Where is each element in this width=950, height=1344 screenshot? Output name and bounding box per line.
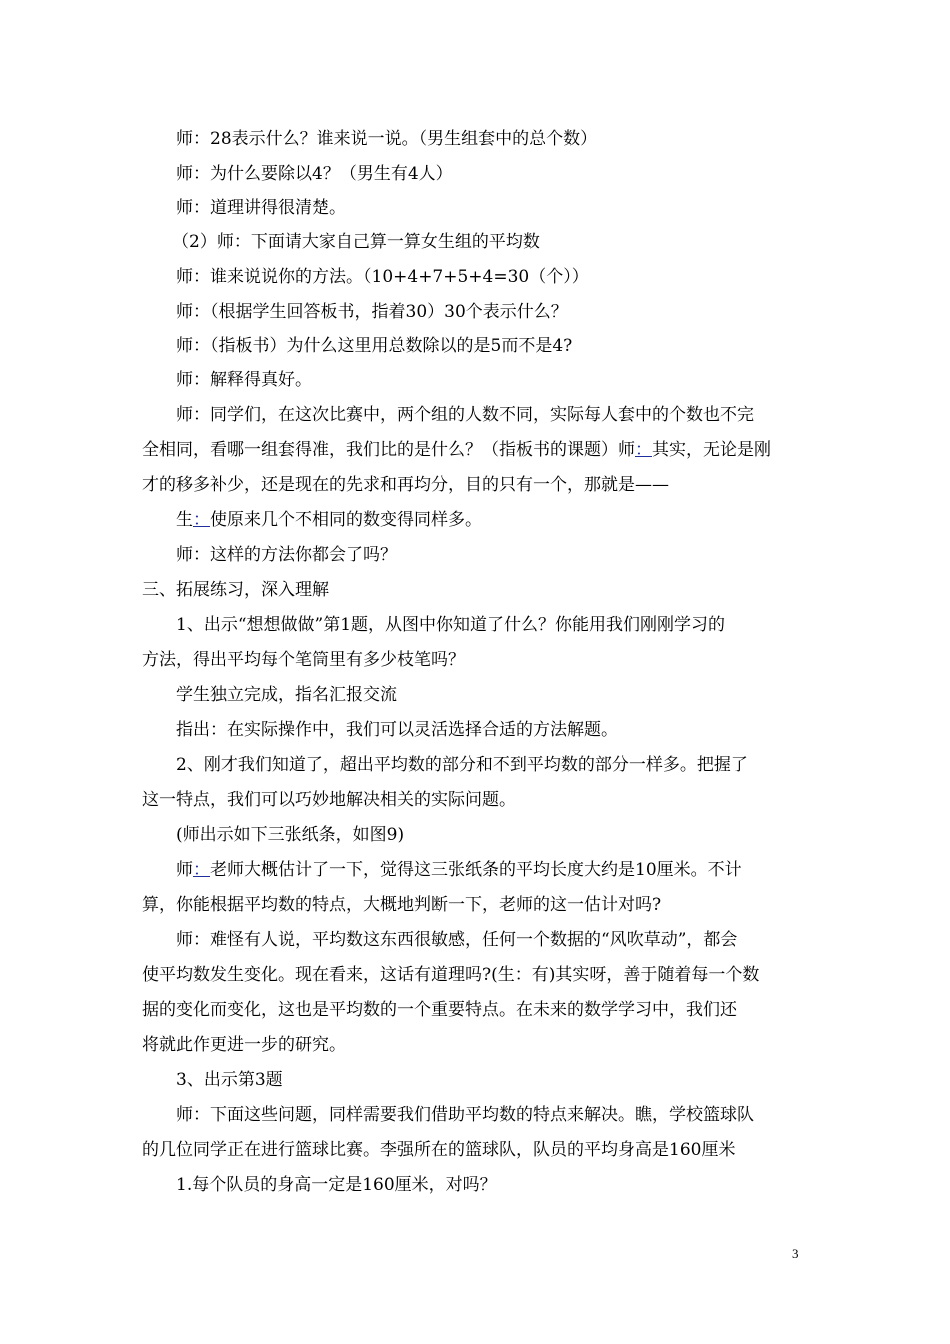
text-line: 师：（指板书）为什么这里用总数除以的是5而不是4? [176,336,573,356]
text-line: 将就此作更进一步的研究。 [142,1035,346,1055]
page-number: 3 [792,1246,799,1261]
section-heading: 三、拓展练习，深入理解 [142,580,329,600]
text-line [176,858,742,882]
text-line: 这一特点，我们可以巧妙地解决相关的实际问题。 [142,790,516,810]
text-segment: 其实，无论是刚 [652,440,771,460]
text-line: 据的变化而变化，这也是平均数的一个重要特点。在未来的数学学习中，我们还 [142,1000,737,1020]
text-line: 的几位同学正在进行篮球比赛。李强所在的篮球队，队员的平均身高是160厘米 [142,1140,736,1160]
text-line: 师：28表示什么？谁来说一说。（男生组套中的总个数） [176,129,598,149]
text-segment: 生 [176,510,193,530]
text-line: 师：（根据学生回答板书，指着30）30个表示什么？ [176,302,568,322]
revision-mark: ： [193,510,210,530]
text-line: 使平均数发生变化。现在看来，这话有道理吗?(生：有)其实呀，善于随着每一个数 [142,965,760,985]
text-line: 师：谁来说说你的方法。（10+4+7+5+4=30（个）） [176,267,589,287]
text-line: 指出：在实际操作中，我们可以灵活选择合适的方法解题。 [176,720,618,740]
revision-mark: ： [635,440,652,460]
text-line: （2）师：下面请大家自己算一算女生组的平均数 [172,232,540,252]
text-line: 师：为什么要除以4？（男生有4人） [176,164,453,184]
text-segment: 全相同，看哪一组套得准，我们比的是什么？（指板书的课题）师 [142,440,635,460]
text-line: 学生独立完成，指名汇报交流 [176,685,397,705]
text-line: 算，你能根据平均数的特点，大概地判断一下，老师的这一估计对吗? [142,895,662,915]
text-line: 2、刚才我们知道了，超出平均数的部分和不到平均数的部分一样多。把握了 [176,755,748,775]
text-line: 师：下面这些问题，同样需要我们借助平均数的特点来解决。瞧，学校篮球队 [176,1105,754,1125]
text-line: 师：解释得真好。 [176,370,312,390]
text-line: 才的移多补少，还是现在的先求和再均分，目的只有一个，那就是—— [142,475,669,495]
text-line [176,508,482,532]
text-line: 师：同学们，在这次比赛中，两个组的人数不同，实际每人套中的个数也不完 [176,405,754,425]
text-line: 师：难怪有人说，平均数这东西很敏感，任何一个数据的“风吹草动”，都会 [176,930,738,950]
text-segment: 老师大概估计了一下，觉得这三张纸条的平均长度大约是10厘米。不计 [210,860,742,880]
text-segment: 师 [176,860,193,880]
text-line: 师：道理讲得很清楚。 [176,198,346,218]
text-line: 1.每个队员的身高一定是160厘米，对吗？ [176,1175,497,1195]
text-line: 1、出示“想想做做”第1题，从图中你知道了什么？你能用我们刚刚学习的 [176,615,726,635]
text-line: 师：这样的方法你都会了吗？ [176,545,397,565]
revision-mark: ： [193,860,210,880]
text-line: (师出示如下三张纸条，如图9) [176,825,405,845]
text-line [142,438,771,462]
text-line: 3、出示第3题 [176,1070,283,1090]
text-segment: 使原来几个不相同的数变得同样多。 [210,510,482,530]
text-line: 方法，得出平均每个笔筒里有多少枝笔吗？ [142,650,465,670]
